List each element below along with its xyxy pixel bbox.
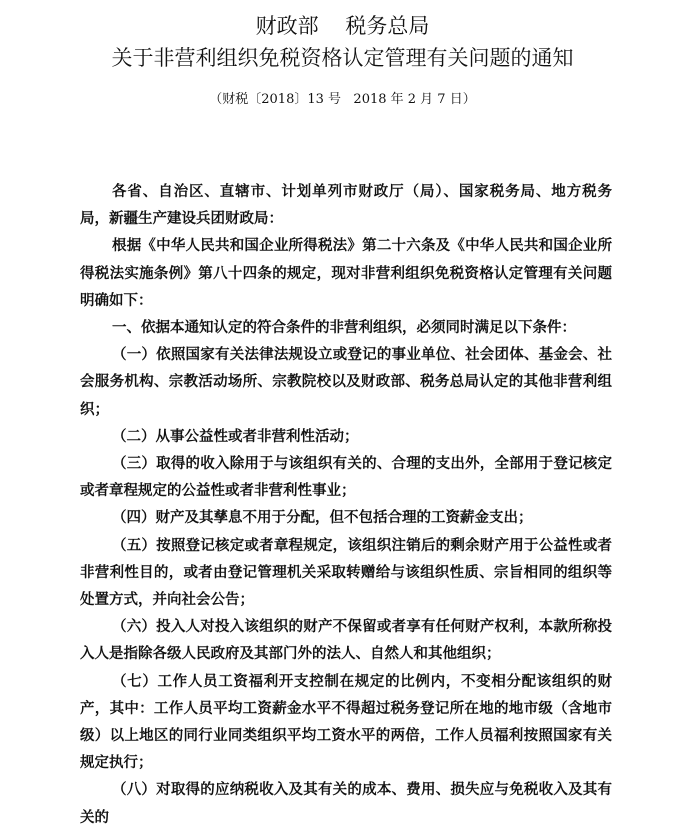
condition-item-8: （八）对取得的应纳税收入及其有关的成本、费用、损失应与免税收入及其有关的: [80, 781, 612, 826]
condition-item-3: （三）取得的收入除用于与该组织有关的、合理的支出外，全部用于登记核定或者章程规定的公益性或者非营利性事业；: [80, 455, 612, 500]
condition-item-4: （四）财产及其孳息不用于分配，但不包括合理的工资薪金支出；: [112, 509, 533, 527]
addressee-paragraph: 各省、自治区、直辖市、计划单列市财政厅（局）、国家税务局、地方税务局，新疆生产建设兵团财政局：: [80, 183, 612, 228]
condition-item-7: （七）工作人员工资福利开支控制在规定的比例内，不变相分配该组织的财产，其中：工作人员平均工资薪金水平不得超过税务登记所在地的地市级（含地市级）以上地区的同行业同类组织平均工资水平的两倍，工作人员福利按照国家有关规定执行；: [80, 672, 612, 772]
issuing-agencies: 财政部 税务总局: [255, 14, 430, 38]
notice-body: [80, 178, 612, 831]
condition-item-5: （五）按照登记核定或者章程规定，该组织注销后的剩余财产用于公益性或者非营利性目的，或者由登记管理机关采取转赠给与该组织性质、宗旨相同的组织等处置方式，并向社会公告；: [80, 536, 612, 609]
document-number: （财税〔2018〕13 号 2018 年 2 月 7 日）: [209, 92, 476, 107]
condition-item-2: （二）从事公益性或者非营利性活动；: [112, 427, 359, 445]
notice-title: 关于非营利组织免税资格认定管理有关问题的通知: [111, 46, 574, 70]
condition-item-1: （一）依照国家有关法律法规设立或登记的事业单位、社会团体、基金会、社会服务机构、宗教活动场所、宗教院校以及财政部、税务总局认定的其他非营利组织；: [80, 346, 612, 418]
basis-paragraph: 根据《中华人民共和国企业所得税法》第二十六条及《中华人民共和国企业所得税法实施条例》第八十四条的规定，现对非营利组织免税资格认定管理有关问题明确如下：: [80, 237, 612, 309]
condition-item-6: （六）投入人对投入该组织的财产不保留或者享有任何财产权利，本款所称投入人是指除各级人民政府及其部门外的法人、自然人和其他组织；: [80, 618, 612, 663]
article-one-heading: 一、依据本通知认定的符合条件的非营利组织，必须同时满足以下条件：: [112, 319, 576, 337]
